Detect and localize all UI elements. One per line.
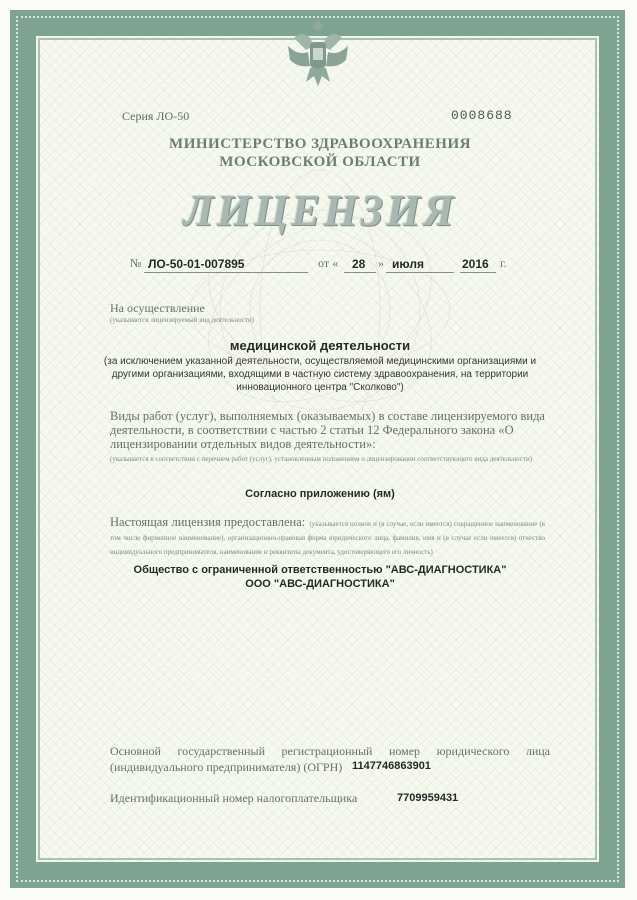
works-text: Виды работ (услуг), выполняемых (оказываемых) в составе лицензируемого вида деятельности, в соответствии с частью 2 статьи 12 Федерального закона «О лицензировании отдельных видов деятельности»:	[110, 409, 545, 451]
inn-value: 7709959431	[397, 792, 459, 804]
ministry-name-line2: МОСКОВСКОЙ ОБЛАСТИ	[219, 154, 421, 170]
date-quote: »	[378, 256, 384, 270]
registration-row	[130, 256, 520, 274]
year-underline	[460, 272, 496, 273]
document-title: ЛИЦЕНЗИЯ	[183, 186, 457, 235]
month-underline	[386, 272, 454, 273]
day-underline	[344, 272, 376, 273]
licensee-full-name: Общество с ограниченной ответственностью "АВС-ДИАГНОСТИКА"	[133, 564, 507, 576]
activity-description: (за исключением указанной деятельности, осуществляемой медицинскими организациями и другими организациями, входящими в частную систему здравоохранения, на территории инновационного центра "Сколково")	[103, 356, 537, 393]
licensee-label-block	[110, 516, 545, 558]
activity-name: медицинской деятельности	[229, 338, 411, 353]
licensee-label: Настоящая лицензия предоставлена:	[110, 515, 306, 529]
activity-hint: (указывается лицензируемый вид деятельности)	[110, 316, 255, 324]
form-number: 0008688	[451, 108, 513, 123]
works-value: Согласно приложению (ям)	[245, 488, 395, 500]
ministry-name-line1: МИНИСТЕРСТВО ЗДРАВООХРАНЕНИЯ	[169, 136, 471, 152]
ogrn-value: 1147746863901	[352, 760, 431, 772]
activity-label: На осуществление	[110, 301, 205, 315]
date-month: июля	[392, 257, 424, 271]
year-suffix: г.	[500, 256, 507, 270]
number-sign: №	[130, 256, 142, 270]
licensee-short-name: ООО "АВС-ДИАГНОСТИКА"	[245, 578, 395, 590]
date-from-label: от «	[318, 256, 339, 270]
inn-label: Идентификационный номер налогоплательщика	[110, 791, 358, 805]
licensee-note: (указывается полное и (в случае, если имеется) сокращенное наименование (в том числе фирменное наименование), организационно-правовая форма юридического лица, фамилия, имя и (в случае если имеется) отчество индивидуального предпринимателя, наименование и реквизиты документа, удостоверяющего его личность)	[110, 520, 545, 556]
date-year: 2016	[462, 257, 489, 271]
license-number-underline	[144, 272, 308, 273]
series-label: Серия ЛО-50	[122, 109, 190, 123]
works-note: (указывается в соответствии с перечнем работ (услуг), установленным положением о лицензировании соответствующего вида деятельности)	[110, 455, 533, 463]
date-day: 28	[352, 257, 366, 271]
double-headed-eagle-emblem	[284, 16, 352, 92]
license-number: ЛО-50-01-007895	[148, 257, 245, 271]
ogrn-label: Основной государственный регистрационный номер юридического лица (индивидуального предпринимателя) (ОГРН)	[110, 744, 550, 774]
